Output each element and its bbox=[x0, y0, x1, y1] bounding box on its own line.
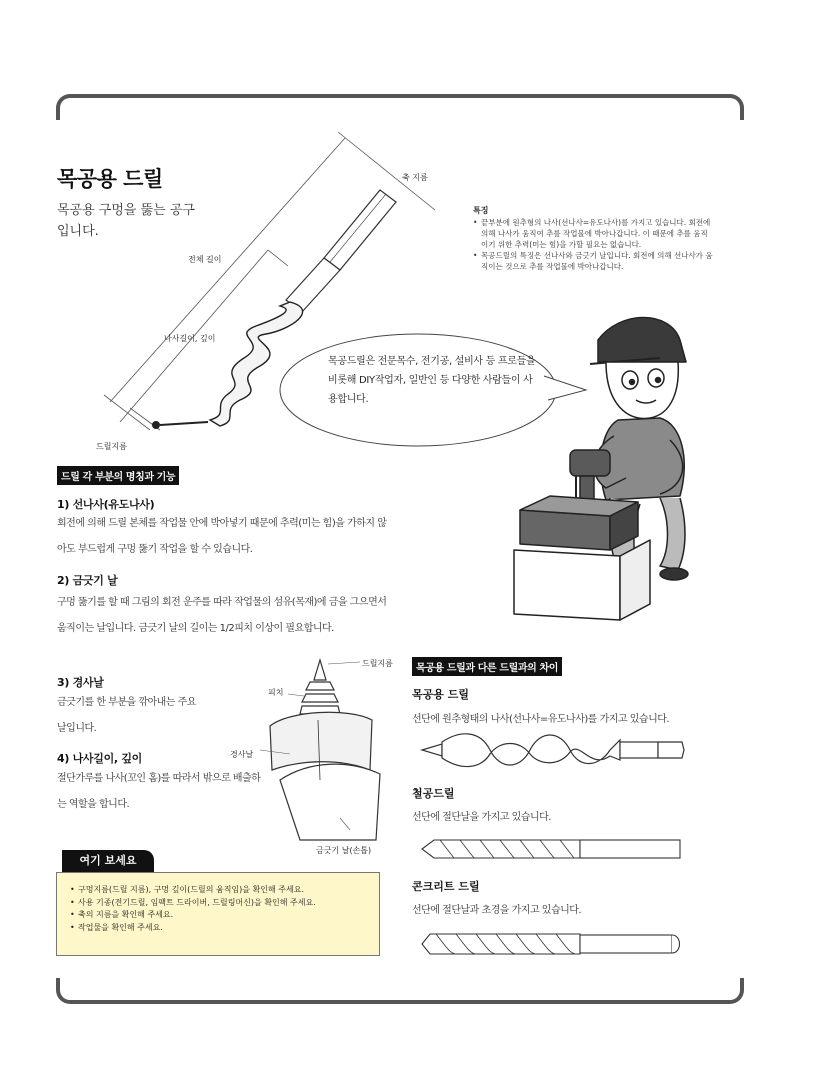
part-title-2: 2) 금긋기 날 bbox=[57, 574, 118, 587]
parts-section-header: 드릴 각 부분의 명칭과 기능 bbox=[57, 466, 179, 485]
feature-item: • 끝부분에 원추형의 나사(선나사=유도나사)를 가지고 있습니다. 회전에 의해 나사가 움직여 추를 작업물에 박아나갑니다. 이 때문에 추를 움직이기 위한 추력(미는 힘)을 가할 필요는 없습니다. bbox=[473, 217, 713, 250]
label-slope-blade: 경사날 bbox=[230, 750, 254, 759]
part-text-4: 절단가루를 나사(꼬인 홈)를 따라서 밖으로 배출하는 역할을 합니다. bbox=[57, 773, 261, 810]
worker-drilling-illustration bbox=[510, 300, 740, 650]
features-title: 특징 bbox=[473, 206, 489, 215]
label-total-length: 전체 길이 bbox=[188, 255, 222, 264]
feature-item: • 목공드릴의 특징은 선나사와 금긋기 날입니다. 회전에 의해 선나사가 움직이는 것으로 추를 작업물에 박아나갑니다. bbox=[473, 250, 713, 272]
label-shank-diameter: 축 지름 bbox=[402, 173, 428, 182]
page-frame-top bbox=[56, 94, 744, 120]
part-title-3: 3) 경사날 bbox=[57, 676, 104, 689]
part-text-1: 회전에 의해 드릴 본체를 작업물 안에 박아넣기 때문에 추력(미는 힘)을 가하지 않아도 부드럽게 구멍 뚫기 작업을 할 수 있습니다. bbox=[57, 518, 387, 555]
part-title-4: 4) 나사길이, 깊이 bbox=[57, 752, 142, 765]
speech-bubble-text: 목공드릴은 전문목수, 전기공, 설비사 등 프로들을 비롯해 DIY작업자, 일반인 등 다양한 사람들이 사용합니다. bbox=[328, 356, 536, 405]
note-item: • 사용 기종(전기드릴, 임팩트 드라이버, 드릴링머신)을 확인해 주세요. bbox=[70, 897, 376, 910]
comparison-title-concrete: 콘크리트 드릴 bbox=[412, 880, 480, 893]
label-drill-diameter: 드릴지름 bbox=[96, 442, 127, 451]
page-frame-bottom bbox=[56, 978, 744, 1004]
page-subtitle: 목공용 구멍을 뚫는 공구입니다. bbox=[57, 203, 195, 239]
steel-drill-image bbox=[420, 836, 685, 862]
note-item: • 작업물을 확인해 주세요. bbox=[70, 922, 376, 935]
comparison-text-steel: 선단에 절단날을 가지고 있습니다. bbox=[412, 812, 551, 823]
features-list bbox=[473, 217, 713, 272]
concrete-drill-image bbox=[420, 930, 685, 958]
note-item: • 구멍지름(드릴 지름), 구멍 깊이(드릴의 움직임)을 확인해 주세요. bbox=[70, 884, 376, 897]
note-list bbox=[70, 884, 376, 934]
label-scoring-blade: 금긋기 날(손톱) bbox=[316, 846, 372, 855]
wood-drill-image bbox=[420, 730, 685, 770]
comparison-text-concrete: 선단에 절단날과 초경을 가지고 있습니다. bbox=[412, 905, 582, 916]
part-text-2: 구멍 뚫기를 할 때 그림의 회전 운주를 따라 작업물의 섬유(목재)에 금을 그으면서 움직이는 날입니다. 금긋기 날의 길이는 1/2피치 이상이 필요합니다. bbox=[57, 597, 387, 634]
label-tip-drill-diameter: 드릴지름 bbox=[362, 659, 393, 668]
part-title-1: 1) 선나사(유도나사) bbox=[57, 498, 155, 511]
label-screw-depth: 나사길이, 깊이 bbox=[164, 334, 216, 343]
comparison-section-header: 목공용 드릴과 다른 드릴과의 차이 bbox=[412, 657, 562, 676]
note-item: • 축의 지름을 확인해 주세요. bbox=[70, 909, 376, 922]
part-text-3: 금긋기를 한 부분을 깎아내는 주요 날입니다. bbox=[57, 697, 196, 734]
drill-tip-diagram bbox=[260, 650, 400, 850]
page-title: 목공용 드릴 bbox=[57, 167, 163, 191]
comparison-text-wood: 선단에 원추형태의 나사(선나사=유도나사)를 가지고 있습니다. bbox=[412, 714, 670, 725]
comparison-title-wood: 목공용 드릴 bbox=[412, 688, 469, 701]
comparison-title-steel: 철공드릴 bbox=[412, 787, 455, 800]
label-pitch: 피치 bbox=[268, 688, 284, 697]
note-title: 여기 보세요 bbox=[62, 850, 154, 872]
